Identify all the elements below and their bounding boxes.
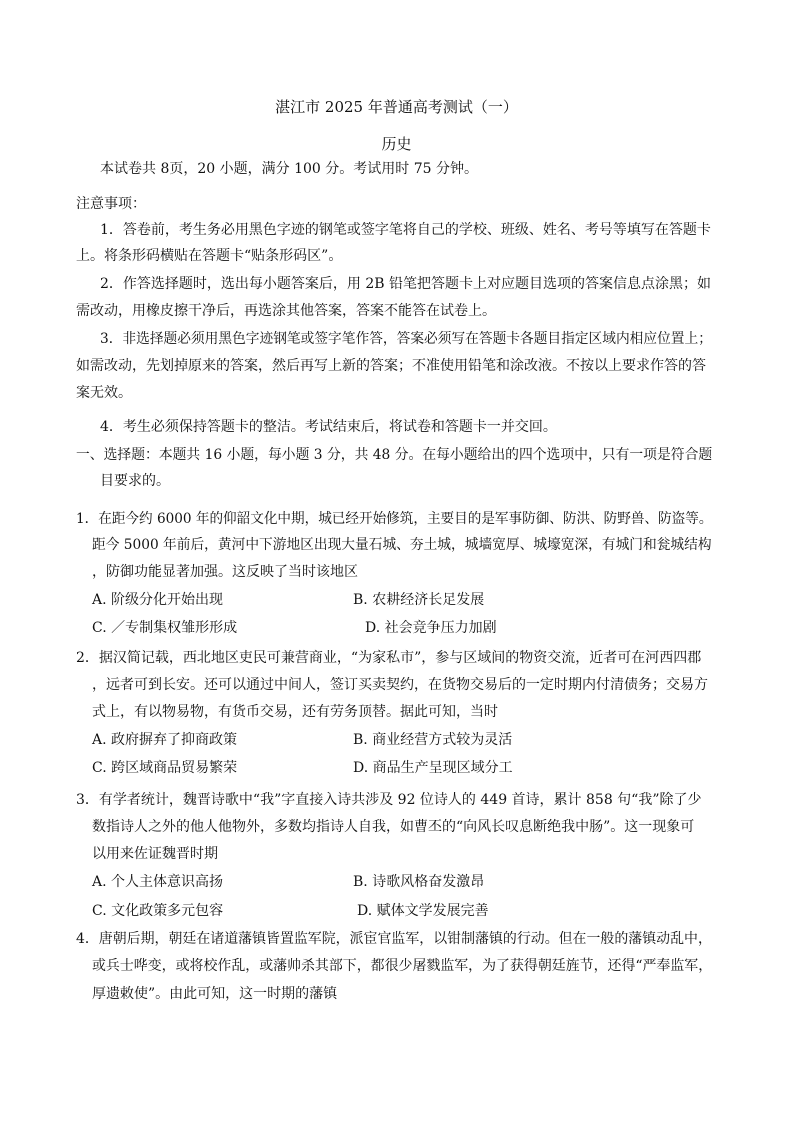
question-3-option-d[interactable]: D. 赋体文学发展完善 [357, 903, 489, 919]
question-4-line: 厚遗敕使”。由此可知，这一时期的藩镇 [92, 986, 338, 1002]
question-1-line: ，防御功能显著加强。这反映了当时该地区 [92, 564, 358, 580]
note-line: 如需改动，先划掉原来的答案，然后再写上新的答案；不准使用铅笔和涂改液。不按以上要求作答的答 [76, 358, 706, 374]
exam-title: 湛江市 2025 年普通高考测试（一） [275, 98, 518, 116]
question-3-option-a[interactable]: A. 个人主体意识高扬 [92, 874, 224, 890]
question-1-line: 距今 5000 年前后，黄河中下游地区出现大量石城、夯土城，城墙宽厚、城壕宽深，有城门和瓮城结构 [92, 537, 712, 553]
note-line: 案无效。 [76, 385, 132, 401]
question-2-option-c[interactable]: C. 跨区域商品贸易繁荣 [92, 760, 238, 776]
question-1-option-c[interactable]: C. ／专制集权雏形形成 [92, 620, 238, 636]
question-2-line: ，远者可到长安。还可以通过中间人，签订买卖契约，在货物交易后的一定时期内付清债务；交易方 [92, 677, 708, 693]
question-4-line: 或兵士哗变，或将校作乱，或藩帅杀其部下，都很少屠戮监军，为了获得朝廷旌节，还得“严奉监军， [92, 958, 713, 974]
note-line: 1．答卷前，考生务必用黑色字迹的钢笔或签字笔将自己的学校、班级、姓名、考号等填写在答题卡 [100, 222, 711, 238]
question-2-line: 式上，有以物易物，有货币交易，还有劳务顶替。据此可知，当时 [92, 704, 498, 720]
note-line: 2．作答选择题时，选出每小题答案后，用 2B 铅笔把答题卡上对应题目选项的答案信息点涂黑；如 [100, 276, 712, 292]
notes-heading: 注意事项： [76, 196, 146, 212]
question-2-option-b[interactable]: B. 商业经营方式较为灵活 [353, 732, 513, 748]
question-3-line: 以用来佐证魏晋时期 [92, 846, 218, 862]
section-heading: 一、选择题：本题共 16 小题，每小题 3 分，共 48 分。在每小题给出的四个选项中，只有一项是符合题 [76, 447, 713, 463]
note-line: 4．考生必须保持答题卡的整洁。考试结束后，将试卷和答题卡一并交回。 [100, 419, 557, 435]
question-3-option-b[interactable]: B. 诗歌风格奋发激昂 [353, 874, 485, 890]
subject-title: 历史 [381, 135, 412, 153]
question-1-line: 1．在距今约 6000 年的仰韶文化中期，城已经开始修筑，主要目的是军事防御、防洪、防野兽、防盗等。 [76, 511, 713, 527]
question-1-option-b[interactable]: B. 农耕经济长足发展 [353, 592, 485, 608]
question-3-option-c[interactable]: C. 文化政策多元包容 [92, 903, 224, 919]
section-heading-cont: 目要求的。 [100, 473, 170, 489]
note-line: 上。将条形码横贴在答题卡“贴条形码区”。 [76, 248, 343, 264]
note-line: 需改动，用橡皮擦干净后，再选涂其他答案，答案不能答在试卷上。 [76, 303, 496, 319]
question-1-option-d[interactable]: D. 社会竞争压力加剧 [365, 620, 497, 636]
question-2-option-d[interactable]: D. 商品生产呈现区域分工 [353, 760, 513, 776]
question-2-line: 2．据汉简记载，西北地区吏民可兼营商业，“为家私市”，参与区域间的物资交流，近者可在河西四郡 [76, 650, 702, 666]
question-2-option-a[interactable]: A. 政府摒弃了抑商政策 [92, 732, 238, 748]
exam-info: 本试卷共 8页，20 小题，满分 100 分。考试用时 75 分钟。 [100, 161, 478, 177]
note-line: 3．非选择题必须用黑色字迹钢笔或签字笔作答，答案必须写在答题卡各题目指定区域内相应位置上； [100, 331, 712, 347]
question-3-line: 数指诗人之外的他人他物外，多数均指诗人自我，如曹丕的“向风长叹息断绝我中肠”。这一现象可 [92, 819, 695, 835]
question-3-line: 3．有学者统计，魏晋诗歌中“我”字直接入诗共涉及 92 位诗人的 449 首诗，累计 858 句“我”除了少 [76, 792, 702, 808]
question-1-option-a[interactable]: A. 阶级分化开始出现 [92, 592, 224, 608]
question-4-line: 4．唐朝后期，朝廷在诸道藩镇皆置监军院，派宦官监军，以钳制藩镇的行动。但在一般的藩镇动乱中， [76, 931, 712, 947]
